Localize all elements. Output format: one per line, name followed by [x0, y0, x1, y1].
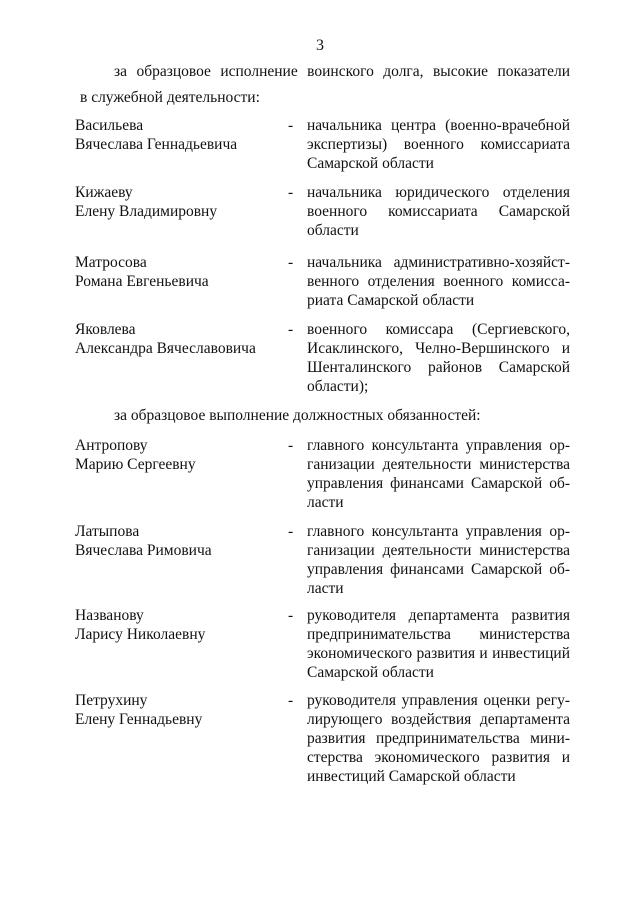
recipient-position-line: Исаклинского, Челно-Вершинского и: [307, 340, 570, 357]
recipient-position-line: Самарской области: [307, 155, 434, 172]
entry-dash: -: [288, 692, 294, 709]
recipient-position-line: предпринимательства министерства: [307, 626, 570, 643]
recipient-position-line: начальника юридического отделения: [307, 184, 570, 201]
recipient-name-line: Яковлева: [75, 321, 136, 338]
recipient-position: [307, 522, 570, 598]
recipient-position-line: венного отделения военного комисса-: [307, 273, 570, 290]
recipient-name-line: Ларису Николаевну: [75, 626, 206, 643]
recipient-position-line: военного комиссара (Сергиевского,: [307, 321, 570, 338]
recipient-position-line: главного консультанта управления ор-: [307, 437, 570, 454]
recipient-name: [75, 183, 280, 221]
recipient-position: [307, 253, 570, 310]
recipient-position-line: руководителя управления оценки регу-: [307, 692, 570, 709]
recipient-position-line: риата Самарской области: [307, 292, 475, 309]
entry-dash: -: [288, 117, 294, 134]
section-military-intro-line1: за образцовое исполнение воинского долга, высокие показатели: [114, 63, 570, 80]
recipient-name-line: Романа Евгеньевича: [75, 273, 209, 290]
recipient-name-line: Елену Владимировну: [75, 203, 218, 220]
recipient-position-line: ганизации деятельности министерства: [307, 542, 570, 559]
recipient-name-line: Марию Сергеевну: [75, 456, 196, 473]
recipient-position: [307, 436, 570, 512]
section-duties-heading: за образцовое выполнение должностных обязанностей:: [114, 407, 481, 424]
entry-dash: -: [288, 523, 294, 540]
recipient-position-line: развития предпринимательства мини-: [307, 730, 570, 747]
recipient-position-line: области: [307, 222, 359, 239]
recipient-position-line: начальника центра (военно-врачебной: [307, 117, 570, 134]
recipient-name-line: Антропову: [75, 437, 148, 454]
recipient-name: [75, 522, 280, 560]
recipient-position-line: управления финансами Самарской об-: [307, 475, 570, 492]
recipient-position: [307, 116, 570, 173]
entry-dash: -: [288, 321, 294, 338]
recipient-name: [75, 116, 280, 154]
recipient-position-line: ласти: [307, 494, 344, 511]
recipient-name-line: Латыпова: [75, 523, 140, 540]
recipient-position: [307, 320, 570, 396]
recipient-position: [307, 691, 570, 786]
recipient-name-line: Матросова: [75, 254, 147, 271]
entry-dash: -: [288, 184, 294, 201]
recipient-name: [75, 436, 280, 474]
recipient-position-line: экономического развития и инвестиций: [307, 645, 570, 662]
recipient-name: [75, 253, 280, 291]
recipient-position: [307, 606, 570, 682]
recipient-name-line: Петрухину: [75, 692, 148, 709]
page-number: 3: [316, 37, 324, 54]
entry-dash: -: [288, 254, 294, 271]
recipient-name-line: Александра Вячеславовича: [75, 340, 256, 357]
recipient-position-line: управления финансами Самарской об-: [307, 561, 570, 578]
recipient-position-line: Самарской области: [307, 664, 434, 681]
entry-dash: -: [288, 607, 294, 624]
recipient-name-line: Вячеслава Геннадьевича: [75, 136, 238, 153]
recipient-position-line: стерства экономического развития и: [307, 749, 570, 766]
entry-dash: -: [288, 437, 294, 454]
recipient-name-line: Кижаеву: [75, 184, 133, 201]
recipient-name-line: Названову: [75, 607, 144, 624]
recipient-position-line: главного консультанта управления ор-: [307, 523, 570, 540]
recipient-name-line: Васильева: [75, 117, 144, 134]
recipient-name: [75, 691, 280, 729]
recipient-position-line: инвестиций Самарской области: [307, 768, 516, 785]
recipient-position-line: ганизации деятельности министерства: [307, 456, 570, 473]
recipient-position-line: экспертизы) военного комиссариата: [307, 136, 570, 153]
recipient-position-line: руководителя департамента развития: [307, 607, 570, 624]
recipient-position: [307, 183, 570, 240]
recipient-position-line: области);: [307, 378, 369, 395]
recipient-position-line: ласти: [307, 580, 344, 597]
recipient-position-line: Шенталинского районов Самарской: [307, 359, 570, 376]
recipient-name-line: Вячеслава Римовича: [75, 542, 212, 559]
recipient-name-line: Елену Геннадьевну: [75, 711, 203, 728]
recipient-position-line: военного комиссариата Самарской: [307, 203, 570, 220]
recipient-position-line: лирующего воздействия департамента: [307, 711, 570, 728]
recipient-name: [75, 606, 280, 644]
recipient-position-line: начальника административно-хозяйст-: [307, 254, 570, 271]
recipient-name: [75, 320, 280, 358]
section-military-intro-line2: в служебной деятельности:: [80, 89, 260, 106]
